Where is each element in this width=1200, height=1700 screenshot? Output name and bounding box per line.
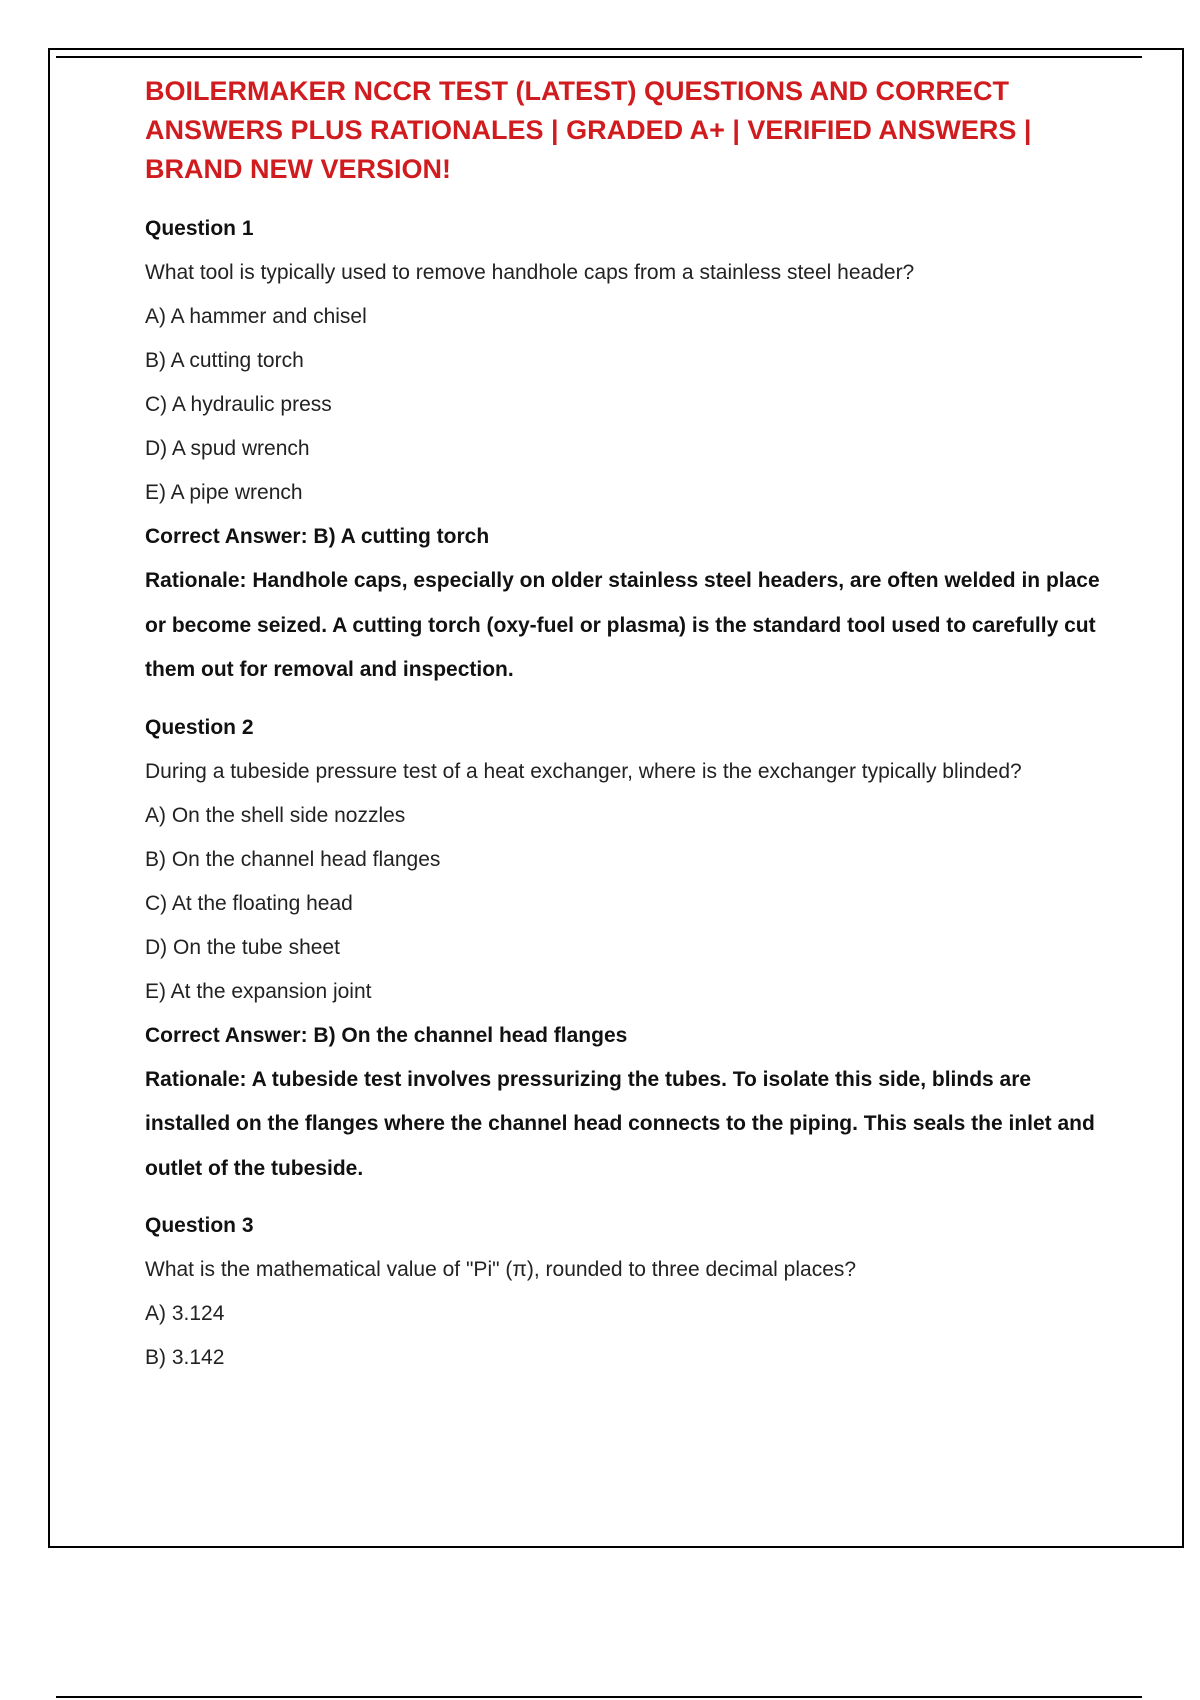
option-a: A) 3.124 bbox=[145, 1302, 225, 1325]
option-b: B) A cutting torch bbox=[145, 349, 304, 372]
question-text: What is the mathematical value of "Pi" (π), rounded to three decimal places? bbox=[145, 1258, 857, 1281]
top-rule bbox=[56, 56, 1142, 58]
correct-answer: Correct Answer: B) A cutting torch bbox=[145, 525, 490, 548]
question-1 bbox=[145, 216, 1105, 693]
rationale: Rationale: A tubeside test involves pressurizing the tubes. To isolate this side, blinds are installed on the flanges where the channel head connects to the piping. This seals the inlet and outlet of the tubeside. bbox=[145, 1067, 1095, 1180]
document-title: BOILERMAKER NCCR TEST (LATEST) QUESTIONS AND CORRECT ANSWERS PLUS RATIONALES | GRADED A+ | VERIFIED ANSWERS | BRAND NEW VERSION! bbox=[145, 76, 1032, 184]
option-b: B) On the channel head flanges bbox=[145, 847, 441, 871]
option-b: B) 3.142 bbox=[145, 1346, 225, 1369]
option-d: D) A spud wrench bbox=[145, 437, 310, 460]
option-c: C) At the floating head bbox=[145, 891, 353, 915]
question-text: What tool is typically used to remove handhole caps from a stainless steel header? bbox=[145, 261, 915, 284]
option-a: A) A hammer and chisel bbox=[145, 305, 367, 328]
option-c: C) A hydraulic press bbox=[145, 393, 332, 416]
question-heading: Question 3 bbox=[145, 1214, 254, 1237]
next-page-top-rule bbox=[56, 1696, 1142, 1698]
option-e: E) At the expansion joint bbox=[145, 979, 372, 1003]
option-list bbox=[145, 803, 1105, 1004]
document-content bbox=[145, 72, 1105, 1389]
option-e: E) A pipe wrench bbox=[145, 481, 303, 504]
option-a: A) On the shell side nozzles bbox=[145, 803, 406, 827]
option-list bbox=[145, 304, 1105, 505]
question-3 bbox=[145, 1213, 1105, 1370]
question-2 bbox=[145, 715, 1105, 1192]
rationale: Rationale: Handhole caps, especially on older stainless steel headers, are often welded in place or become seized. A cutting torch (oxy-fuel or plasma) is the standard tool used to carefully cut them out for removal and inspection. bbox=[145, 569, 1100, 681]
question-heading: Question 1 bbox=[145, 217, 254, 240]
question-heading: Question 2 bbox=[145, 715, 254, 739]
option-d: D) On the tube sheet bbox=[145, 935, 340, 959]
correct-answer: Correct Answer: B) On the channel head flanges bbox=[145, 1023, 628, 1047]
question-text: During a tubeside pressure test of a heat exchanger, where is the exchanger typically blinded? bbox=[145, 759, 1022, 783]
option-list bbox=[145, 1301, 1105, 1370]
